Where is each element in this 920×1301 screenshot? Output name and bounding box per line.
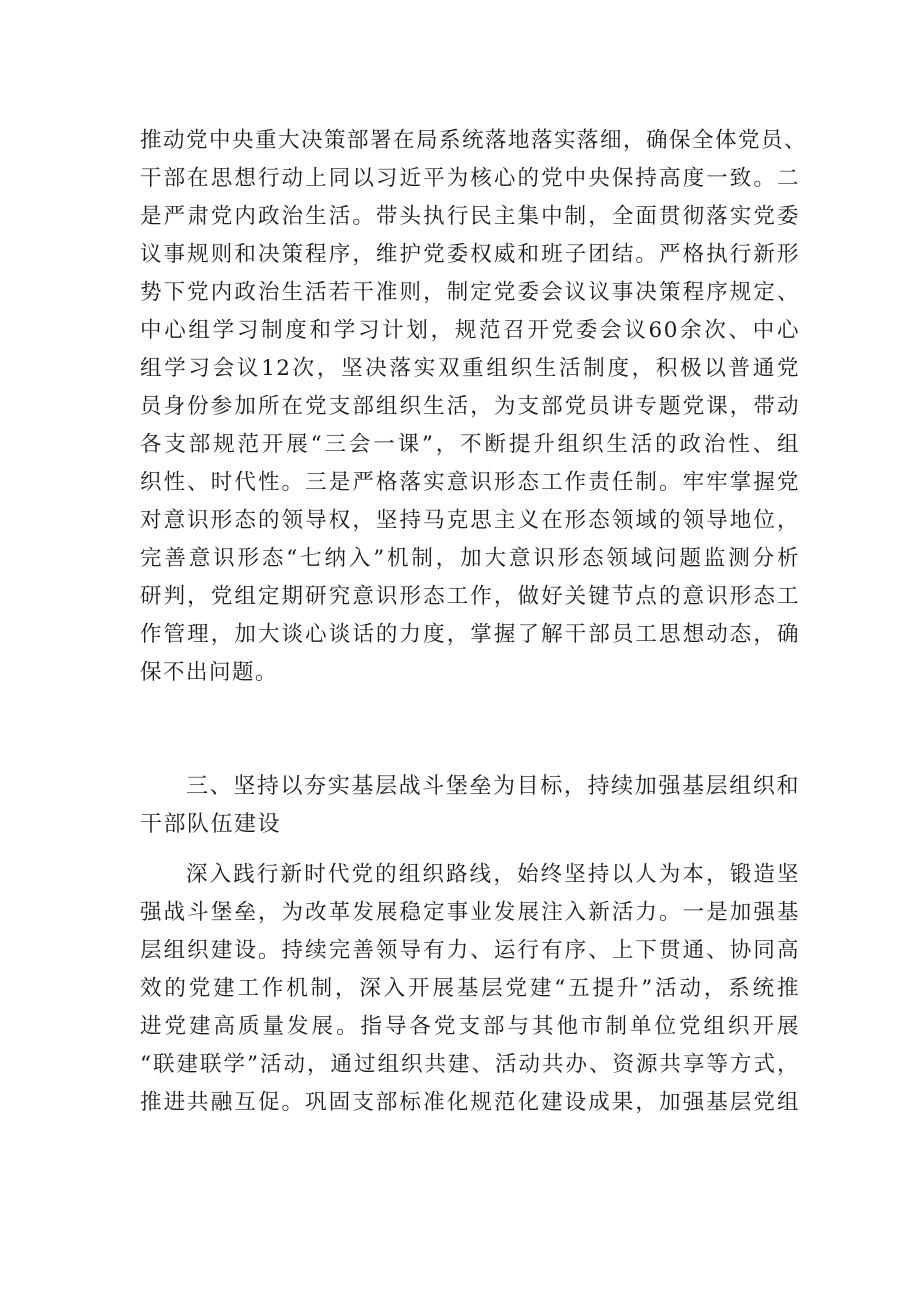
text-line: 效的党建工作机制，深入开展基层党建“五提升”活动，系统推	[140, 976, 800, 1001]
text-line: 织性、时代性。三是严格落实意识形态工作责任制。牢牢掌握党	[140, 470, 800, 495]
text-line: 推动党中央重大决策部署在局系统落地落实落细，确保全体党员、	[140, 128, 808, 153]
text-line: 干部在思想行动上同以习近平为核心的党中央保持高度一致。二	[140, 166, 800, 191]
text-line: 对意识形态的领导权，坚持马克思主义在形态领域的领导地位，	[140, 508, 800, 533]
section-heading	[140, 768, 800, 844]
paragraph-section-3	[140, 856, 800, 1122]
text-line: 是严肃党内政治生活。带头执行民主集中制，全面贯彻落实党委	[140, 204, 800, 229]
text-line: 作管理，加大谈心谈话的力度，掌握了解干部员工思想动态，确	[140, 622, 800, 647]
heading-line: 干部队伍建设	[140, 812, 282, 837]
text-line: 保不出问题。	[140, 660, 279, 685]
text-line: 推进共融互促。巩固支部标准化规范化建设成果，加强基层党组	[140, 1090, 800, 1115]
paragraph-continued	[140, 122, 808, 692]
text-line: 中心组学习制度和学习计划，规范召开党委会议60余次、中心	[140, 318, 800, 343]
text-line: 议事规则和决策程序，维护党委权威和班子团结。严格执行新形	[140, 242, 800, 267]
text-line: 层组织建设。持续完善领导有力、运行有序、上下贯通、协同高	[140, 938, 800, 963]
text-line: 组学习会议12次，坚决落实双重组织生活制度，积极以普通党	[140, 356, 800, 381]
text-line: 深入践行新时代党的组织路线，始终坚持以人为本，锻造坚	[186, 862, 800, 887]
text-line: 研判，党组定期研究意识形态工作，做好关键节点的意识形态工	[140, 584, 800, 609]
text-line: “联建联学”活动，通过组织共建、活动共办、资源共享等方式，	[140, 1052, 800, 1077]
text-line: 员身份参加所在党支部组织生活，为支部党员讲专题党课，带动	[140, 394, 800, 419]
text-line: 势下党内政治生活若干准则，制定党委会议议事决策程序规定、	[140, 280, 800, 305]
text-line: 完善意识形态“七纳入”机制，加大意识形态领域问题监测分析	[140, 546, 800, 571]
heading-line: 三、坚持以夯实基层战斗堡垒为目标，持续加强基层组织和	[186, 774, 800, 799]
text-line: 进党建高质量发展。指导各党支部与其他市制单位党组织开展	[140, 1014, 800, 1039]
text-line: 强战斗堡垒，为改革发展稳定事业发展注入新活力。一是加强基	[140, 900, 800, 925]
text-line: 各支部规范开展“三会一课”，不断提升组织生活的政治性、组	[140, 432, 800, 457]
